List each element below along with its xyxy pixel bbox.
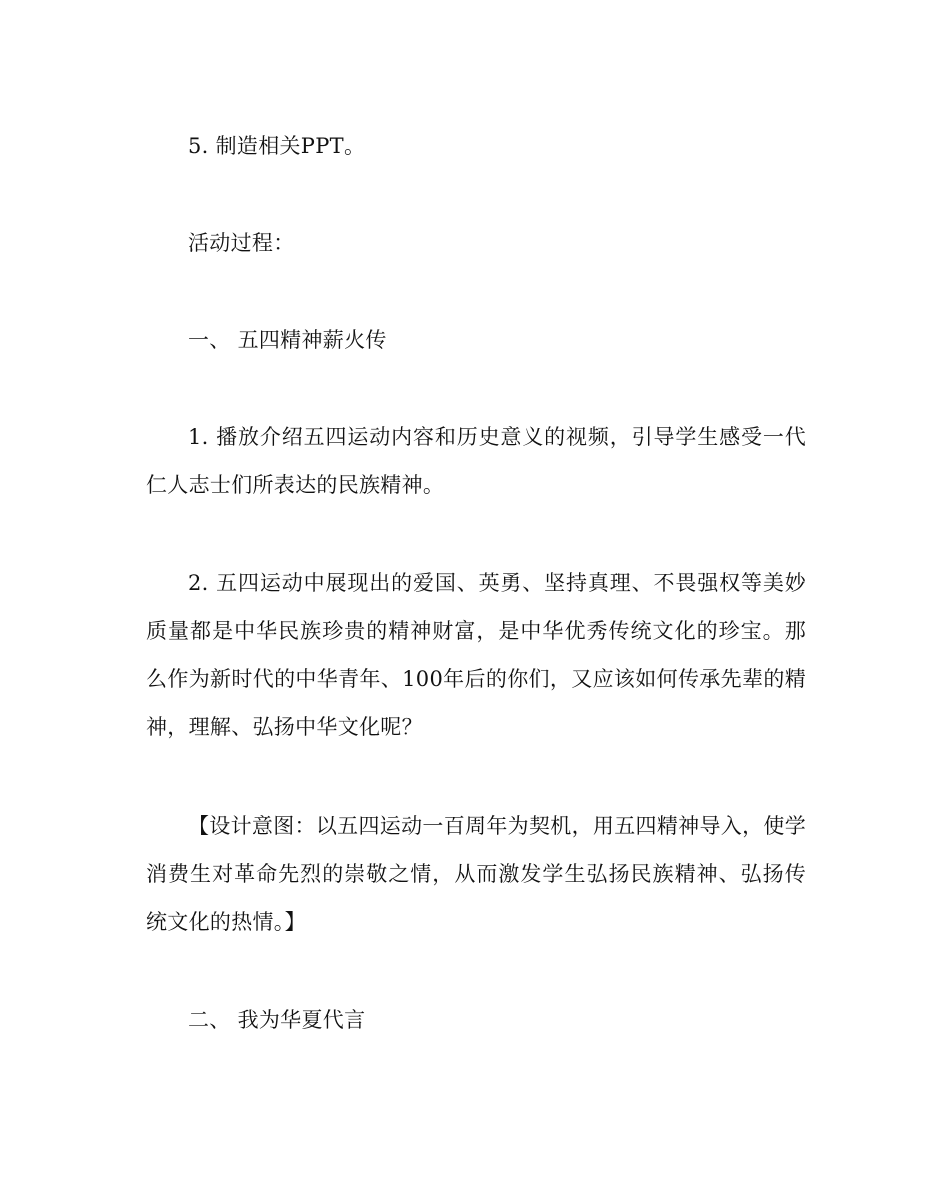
activity-process-heading: 活动过程： xyxy=(188,231,295,255)
design-intent-paragraph: 【设计意图：以五四运动一百周年为契机，用五四精神导入，使学消费生对革命先烈的崇敬之情，从而激发学生弘扬民族精神、弘扬传统文化的热情。】 xyxy=(146,814,806,934)
section-two-heading: 二、 我为华夏代言 xyxy=(188,1008,366,1032)
step-two-paragraph: 2. 五四运动中展现出的爱国、英勇、坚持真理、不畏强权等美妙质量都是中华民族珍贵的精神财富，是中华优秀传统文化的珍宝。那么作为新时代的中华青年、100年后的你们，又应该如何传承先辈的精神，理解、弘扬中华文化呢？ xyxy=(146,571,806,739)
item-make-ppt: 5. 制造相关PPT。 xyxy=(188,134,366,158)
section-one-heading: 一、 五四精神薪火传 xyxy=(188,328,387,352)
step-one-paragraph: 1. 播放介绍五四运动内容和历史意义的视频，引导学生感受一代仁人志士们所表达的民族精神。 xyxy=(146,425,806,497)
